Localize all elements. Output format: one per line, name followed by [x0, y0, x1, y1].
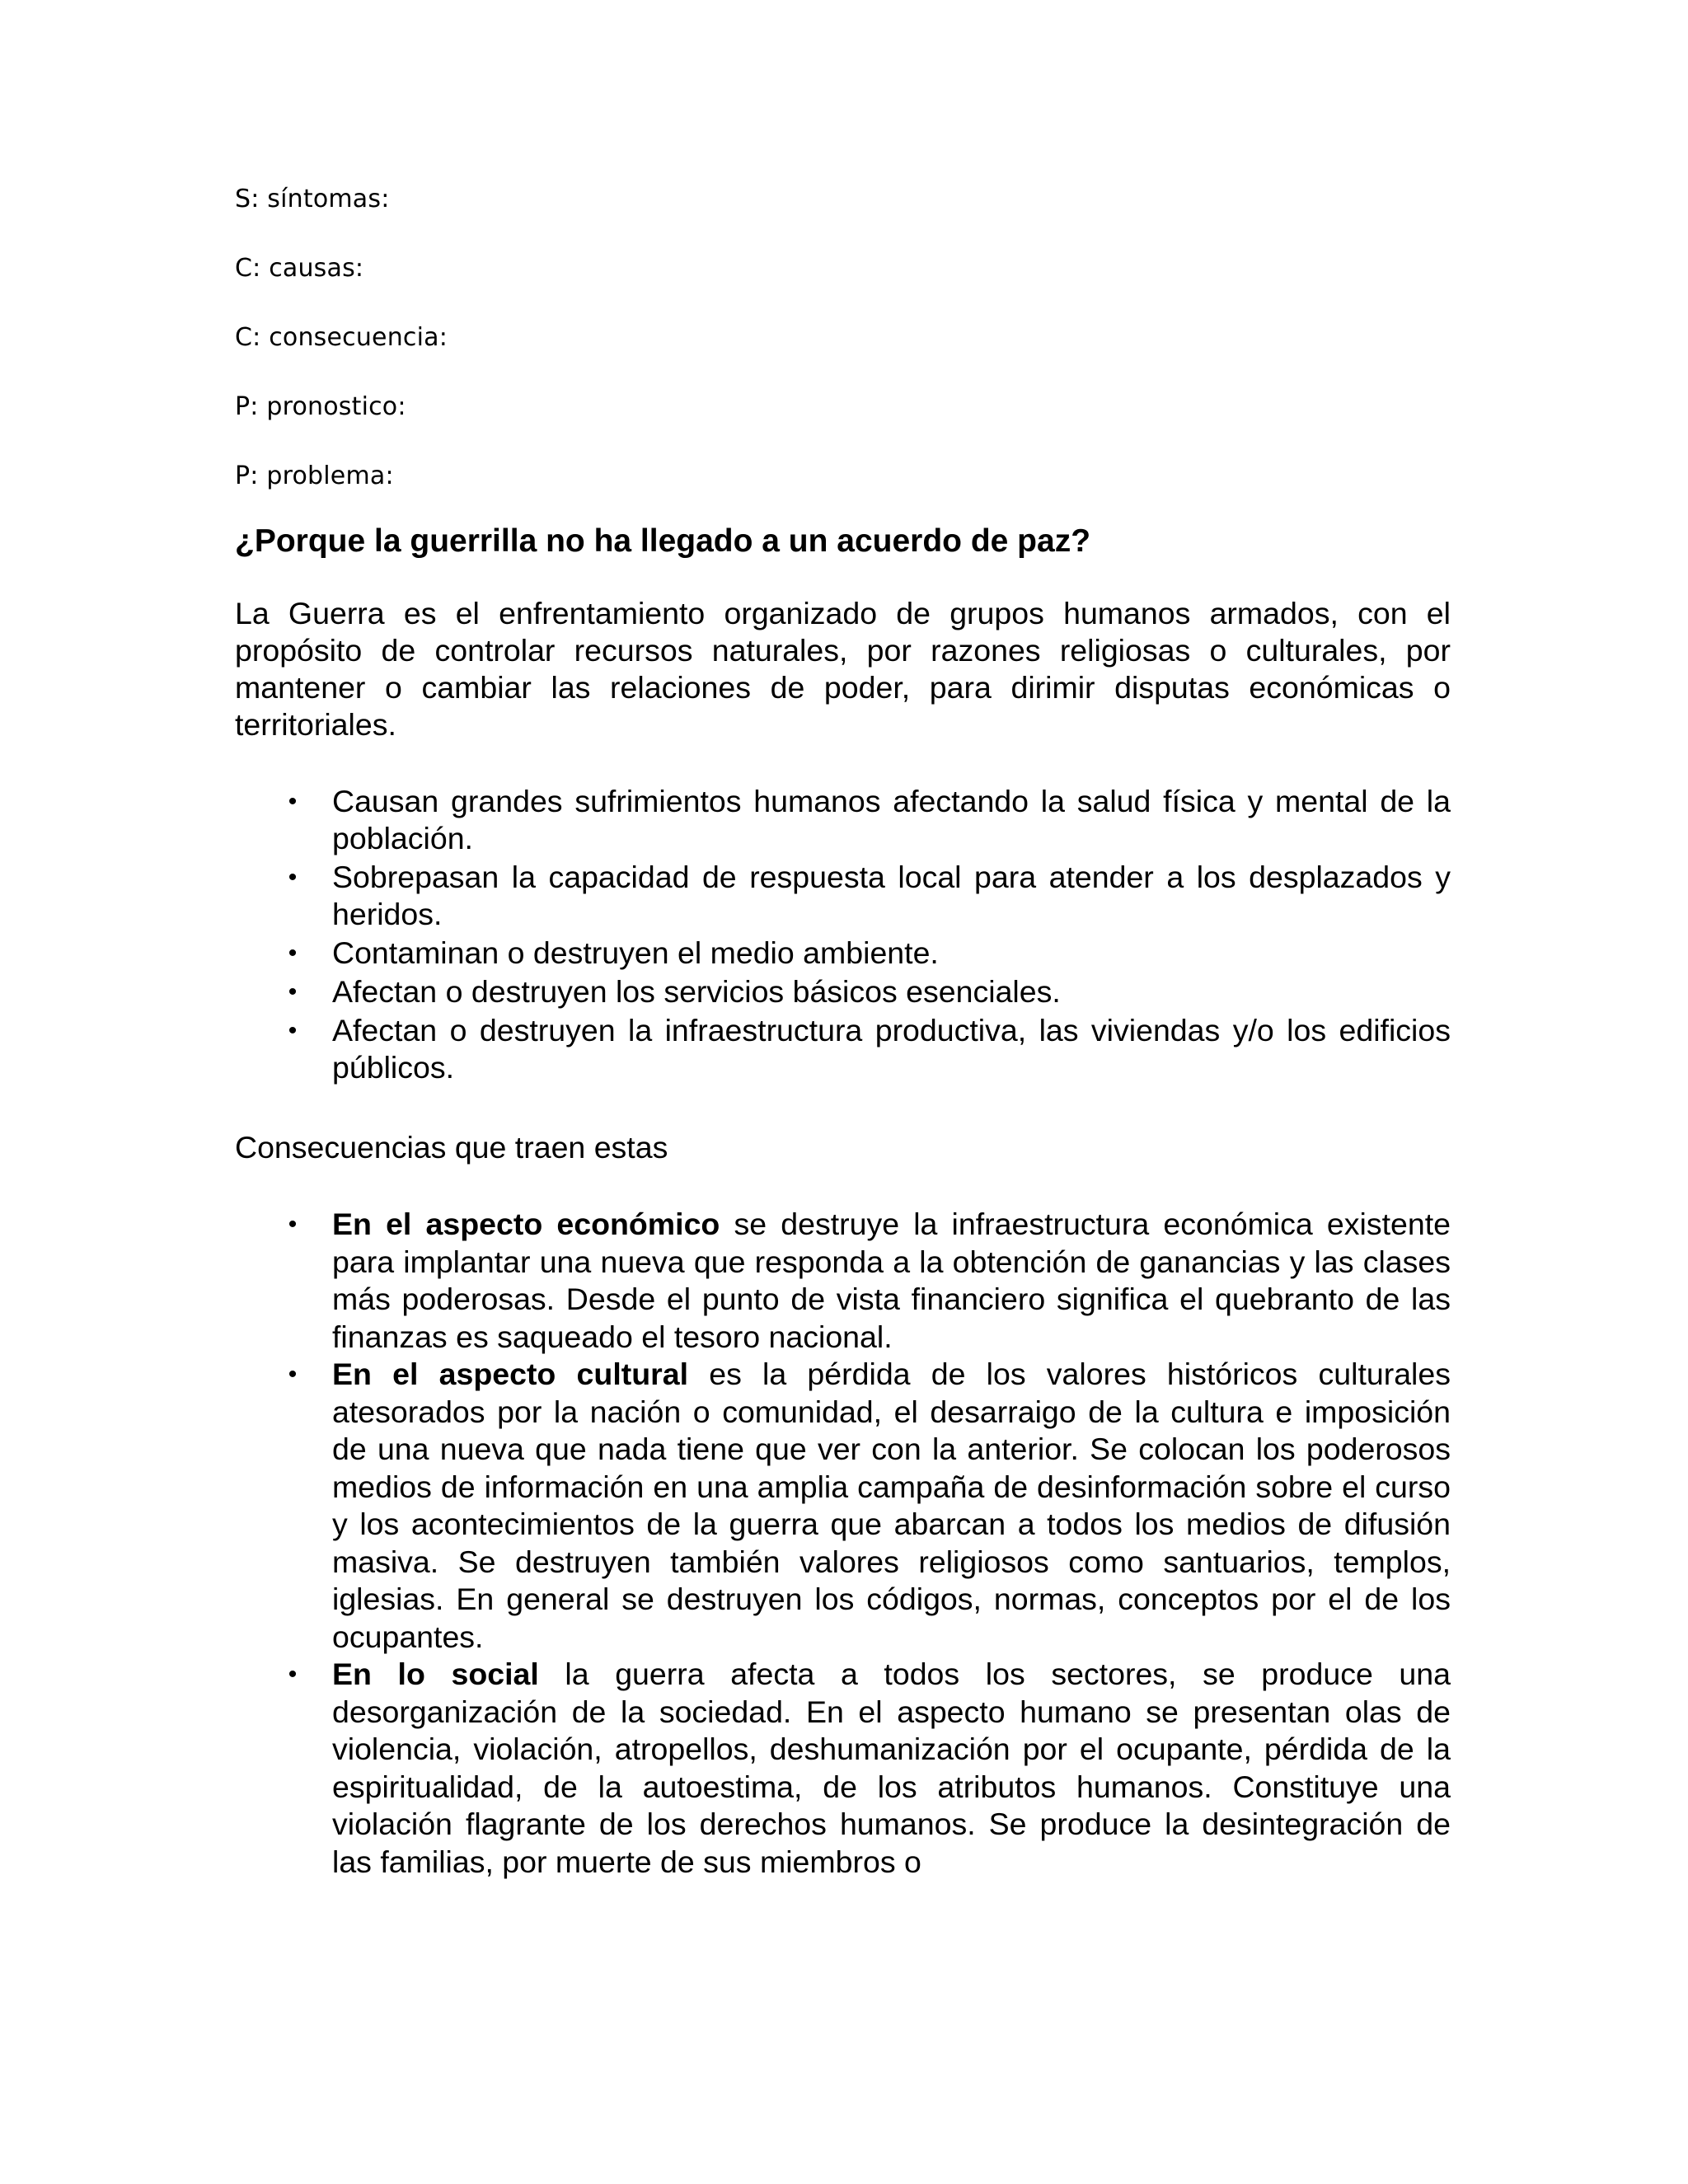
bullet-icon: •	[288, 1361, 298, 1388]
list-item	[235, 973, 1451, 1010]
aspect-text: es la pérdida de los valores históricos culturales atesorados por la nación o comunidad, el desarraigo de la cultura e imposición de una nueva que nada tiene que ver con la anterior. Se colocan los poderosos medios de información en una amplia campaña de desinformación sobre el curso y los acontecimientos de la guerra que abarcan a todos los medios de difusión masiva. Se destruyen también valores religiosos como santuarios, templos, iglesias. En general se destruyen los códigos, normas, conceptos por el de los ocupantes.	[332, 1357, 1451, 1654]
list-item	[235, 1012, 1451, 1086]
list-item	[235, 1356, 1451, 1656]
bullet-icon: •	[288, 788, 298, 815]
list-item	[235, 1206, 1451, 1356]
effects-list	[235, 783, 1451, 1086]
key-consecuencia: C: consecuencia:	[235, 323, 448, 352]
aspect-text: se destruye la infraestructura económica existente para implantar una nueva que responda a la obtención de ganancias y las clases más poderosas. Desde el punto de vista financiero significa el quebranto de las finanzas es saqueado el tesoro nacional.	[332, 1207, 1451, 1354]
question-heading: ¿Porque la guerrilla no ha llegado a un acuerdo de paz?	[235, 523, 1091, 559]
intro-paragraph: La Guerra es el enfrentamiento organizado de grupos humanos armados, con el propósito de controlar recursos naturales, por razones religiosas o culturales, por mantener o cambiar las relaciones de poder, para dirimir disputas económicas o territoriales.	[235, 596, 1451, 742]
key-causas: C: causas:	[235, 254, 364, 283]
aspect-label: En lo social	[332, 1657, 539, 1691]
list-item	[235, 1656, 1451, 1881]
bullet-icon: •	[288, 1211, 298, 1238]
bullet-icon: •	[288, 940, 298, 967]
aspect-label: En el aspecto cultural	[332, 1357, 688, 1391]
list-item-text: Contaminan o destruyen el medio ambiente.	[332, 935, 939, 970]
aspect-text: la guerra afecta a todos los sectores, se produce una desorganización de la sociedad. En el aspecto humano se presentan olas de violencia, violación, atropellos, deshumanización por el ocupante, pérdida de la espiritualidad, de la autoestima, de los atributos humanos. Constituye una violación flagrante de los derechos humanos. Se produce la desintegración de las familias, por muerte de sus miembros o	[332, 1657, 1451, 1879]
list-item	[235, 783, 1451, 857]
list-item	[235, 935, 1451, 972]
key-problema: P: problema:	[235, 462, 394, 490]
document-body	[235, 183, 1451, 1881]
list-item	[235, 859, 1451, 933]
list-item-text: Sobrepasan la capacidad de respuesta local para atender a los desplazados y heridos.	[332, 860, 1451, 931]
consequences-heading: Consecuencias que traen estas	[235, 1130, 668, 1165]
bullet-icon: •	[288, 1661, 298, 1688]
key-pronostico: P: pronostico:	[235, 392, 406, 421]
bullet-icon: •	[288, 864, 298, 891]
bullet-icon: •	[288, 1017, 298, 1044]
list-item-text: Afectan o destruyen los servicios básicos esenciales.	[332, 974, 1061, 1009]
bullet-icon: •	[288, 978, 298, 1005]
list-item-text: Causan grandes sufrimientos humanos afectando la salud física y mental de la población.	[332, 784, 1451, 855]
list-item-text: Afectan o destruyen la infraestructura productiva, las viviendas y/o los edificios públicos.	[332, 1013, 1451, 1085]
aspects-list	[235, 1206, 1451, 1881]
key-sintomas: S: síntomas:	[235, 185, 390, 213]
aspect-label: En el aspecto económico	[332, 1207, 720, 1241]
